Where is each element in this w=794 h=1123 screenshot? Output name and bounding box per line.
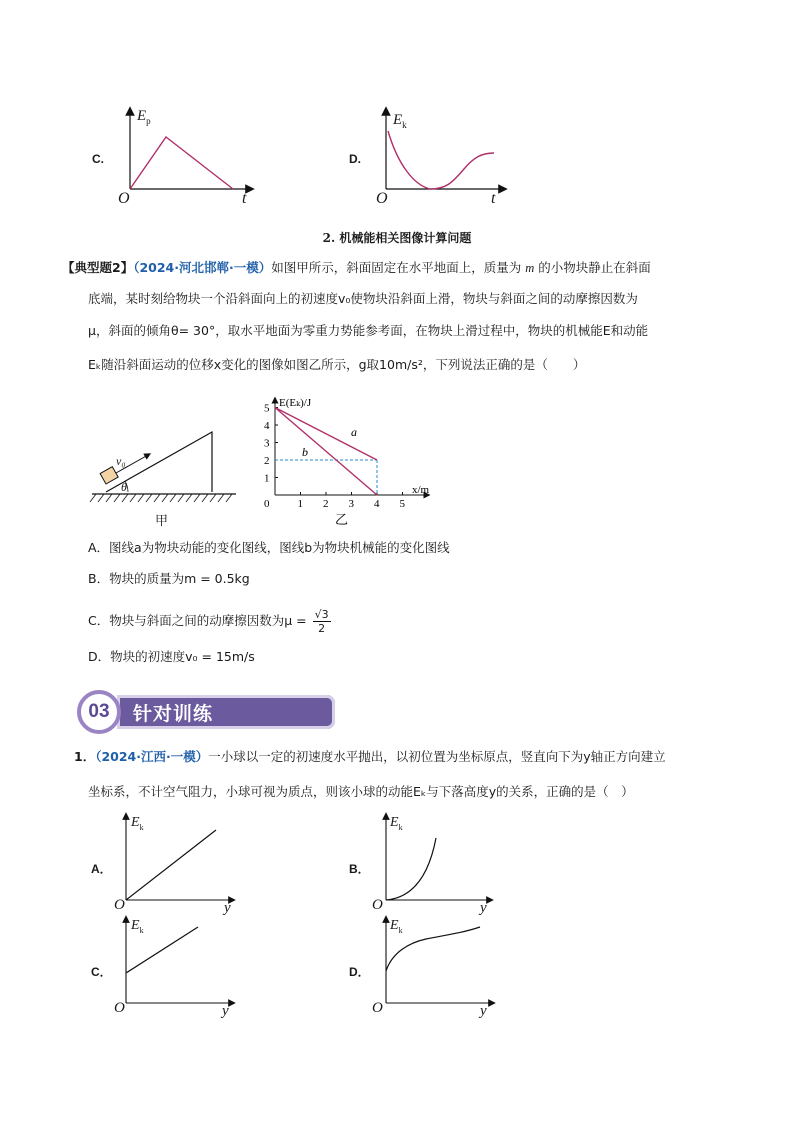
y-tick-label: 3: [264, 437, 270, 450]
ex-option-d-origin: O: [372, 1000, 383, 1016]
badge-number: 03: [77, 690, 121, 734]
section-badge: [77, 690, 339, 734]
section-title: 2. 机械能相关图像计算问题: [322, 231, 472, 245]
ex-option-c-graph: [110, 913, 240, 1013]
x-tick-label: 2: [323, 498, 329, 510]
incline-figure: [86, 398, 246, 508]
fig-yi-caption: 乙: [335, 512, 349, 527]
y-tick-label: 5: [264, 402, 270, 415]
ex-option-b-xlabel: y: [480, 900, 487, 916]
exercise-1-line-2: 坐标系，不计空气阻力，小球可视为质点，则该小球的动能Eₖ与下落高度y的关系，正确的是（ ）: [88, 784, 634, 799]
option-c-label: C.: [92, 152, 104, 166]
answer-b: B．物块的质量为m = 0.5kg: [88, 571, 250, 586]
option-c-graph: [110, 105, 260, 210]
ex-option-c-origin: O: [114, 1000, 125, 1016]
option-d-origin: O: [376, 190, 388, 207]
ex-option-a-origin: O: [114, 897, 125, 913]
ex-option-a-label: A．: [91, 862, 112, 876]
option-d-ylabel: $E_k$: [393, 112, 407, 130]
ex-option-d-label: D．: [349, 965, 370, 979]
energy-chart: [255, 390, 455, 530]
problem-line-4: Eₖ随沿斜面运动的位移x变化的图像如图乙所示，g取10m/s²，下列说法正确的是（ ）: [88, 357, 586, 372]
y-tick-label: 1: [264, 472, 270, 485]
option-c-origin: O: [118, 190, 130, 207]
exercise-1-line-1: 1．（2024·江西·一模）一小球以一定的初速度水平抛出，以初位置为坐标原点，竖直向下为y轴正方向建立: [74, 749, 666, 764]
ex-option-d-xlabel: y: [480, 1003, 487, 1019]
ex-option-c-ylabel: $E_k$: [131, 918, 144, 935]
option-d-xlabel: t: [491, 190, 496, 207]
badge-title: 针对训练: [117, 695, 335, 729]
answer-d: D．物块的初速度v₀ = 15m/s: [88, 649, 255, 664]
fig-jia-caption: 甲: [155, 514, 169, 529]
x-tick-label: 5: [399, 498, 405, 510]
answer-a: A．图线a为物块动能的变化图线，图线b为物块机械能的变化图线: [88, 540, 450, 555]
problem-line-3: μ，斜面的倾角θ= 30°，取水平地面为零重力势能参考面，在物块上滑过程中，物块的机械能E和动能: [88, 323, 649, 338]
ex-option-b-ylabel: $E_k$: [390, 815, 403, 832]
option-c-xlabel: t: [242, 190, 247, 207]
ex-option-c-xlabel: y: [222, 1003, 229, 1019]
option-c-ylabel: $E_p$: [137, 108, 151, 126]
y-tick-label: 2: [264, 455, 270, 467]
fraction: $\frac{√3}{2}$: [314, 608, 329, 635]
ex-option-c-label: C．: [91, 965, 112, 979]
x-axis-label: x/m: [412, 484, 430, 496]
ex-option-b-label: B．: [349, 862, 370, 876]
answer-c: C．物块与斜面之间的动摩擦因数为μ = $\frac{√3}{2}$: [88, 608, 329, 635]
v0-label: v₀: [116, 454, 126, 468]
ex-option-a-ylabel: $E_k$: [131, 815, 144, 832]
y-tick-label: 4: [264, 420, 270, 432]
ex-option-a-xlabel: y: [224, 900, 231, 916]
series-line-b: [275, 408, 377, 496]
theta-label: θ: [121, 480, 127, 494]
origin-label: 0: [264, 498, 270, 510]
ex-option-b-origin: O: [372, 897, 383, 913]
line-a-label: a: [351, 425, 357, 439]
ex-option-a-graph: [110, 810, 240, 910]
option-d-graph: [368, 105, 518, 210]
problem-line-1: 【典型题2】（2024·河北邯郸·一模）如图甲所示，斜面固定在水平地面上，质量为 m 的小物块静止在斜面: [62, 260, 651, 275]
y-axis-label: E(Eₖ)/J: [279, 397, 312, 409]
problem-line-2: 底端，某时刻给物块一个沿斜面向上的初速度v₀使物块沿斜面上滑，物块与斜面之间的动摩擦因数为: [88, 291, 638, 306]
line-b-label: b: [302, 445, 308, 459]
option-d-label: D.: [349, 152, 361, 166]
x-tick-label: 3: [348, 498, 354, 510]
x-tick-label: 4: [374, 498, 380, 510]
ex-option-d-ylabel: $E_k$: [390, 918, 403, 935]
x-tick-label: 1: [297, 498, 303, 510]
